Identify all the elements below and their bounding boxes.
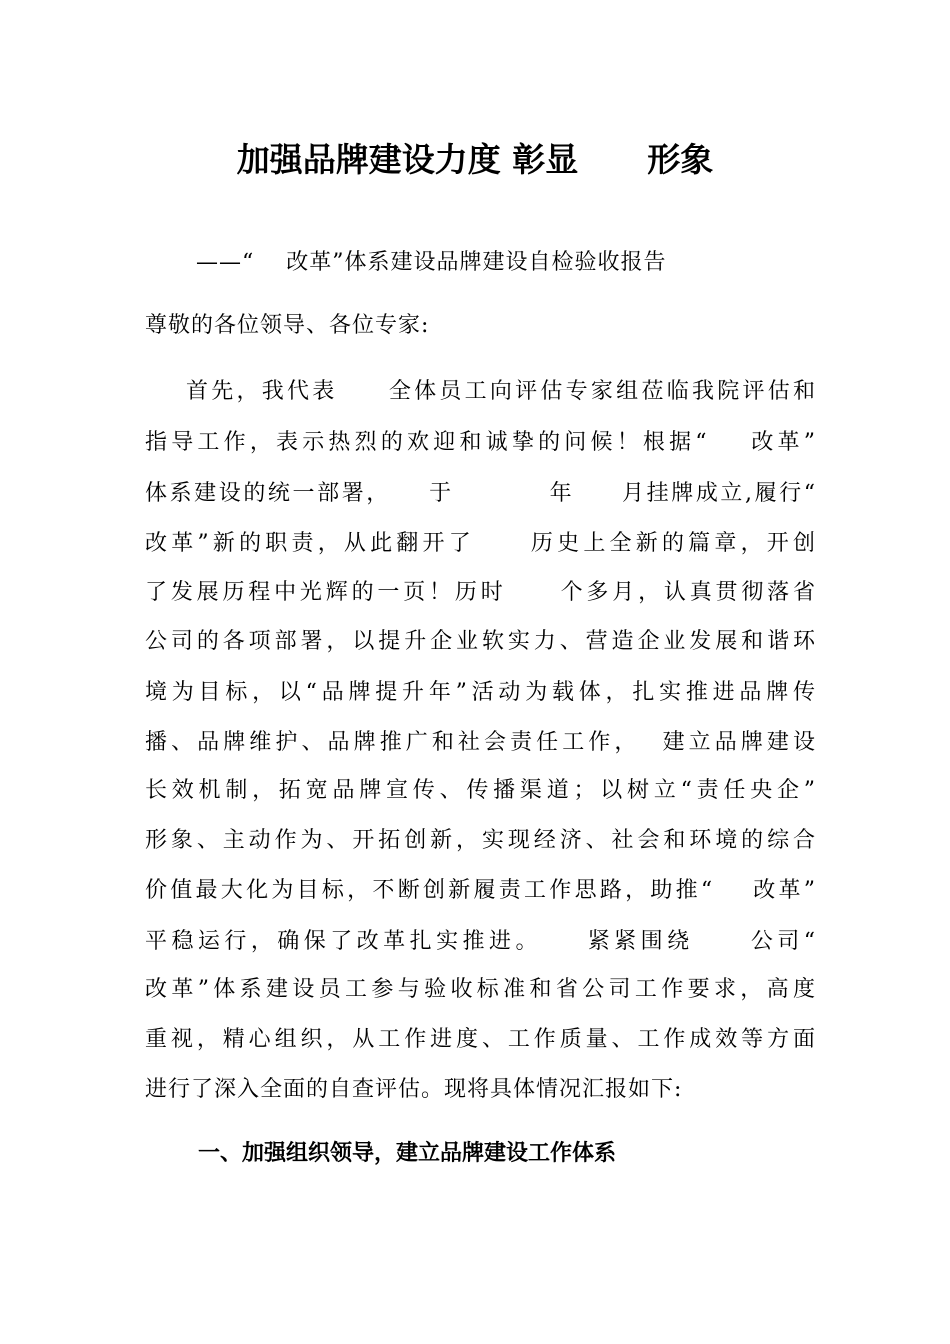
- section-heading: 一、加强组织领导，建立品牌建设工作体系: [198, 1141, 617, 1166]
- body-line: 形象、主动作为、开拓创新，实现经济、社会和环境的综合: [145, 828, 815, 853]
- body-line: 长效机制，拓宽品牌宣传、传播渠道；以树立“责任央企”: [145, 778, 815, 803]
- body-line: 境为目标，以“品牌提升年”活动为载体，扎实推进品牌传: [145, 680, 815, 705]
- document-subtitle: ——“ 改革”体系建设品牌建设自检验收报告: [196, 250, 667, 275]
- body-line: 改革”体系建设员工参与验收标准和省公司工作要求，高度: [145, 977, 815, 1002]
- body-line: 播、品牌维护、品牌推广和社会责任工作， 建立品牌建设: [145, 730, 815, 755]
- body-line: 指导工作，表示热烈的欢迎和诚挚的问候！根据“ 改革”: [145, 430, 815, 455]
- body-line: 进行了深入全面的自查评估。现将具体情况汇报如下:: [145, 1077, 683, 1102]
- body-line: 重视，精心组织，从工作进度、工作质量、工作成效等方面: [145, 1027, 815, 1052]
- body-line: 公司的各项部署，以提升企业软实力、营造企业发展和谐环: [145, 629, 815, 654]
- body-line: 首先，我代表 全体员工向评估专家组莅临我院评估和: [145, 379, 815, 404]
- salutation: 尊敬的各位领导、各位专家:: [145, 313, 430, 338]
- body-line: 价值最大化为目标，不断创新履责工作思路，助推“ 改革”: [145, 878, 815, 903]
- document-title: 加强品牌建设力度 彰显 形象: [236, 140, 714, 179]
- body-line: 了发展历程中光辉的一页！历时 个多月，认真贯彻落省: [145, 580, 815, 605]
- body-line: 改革”新的职责，从此翻开了 历史上全新的篇章，开创: [145, 531, 815, 556]
- body-line: 平稳运行，确保了改革扎实推进。 紧紧围绕 公司“: [145, 929, 815, 954]
- body-line: 体系建设的统一部署， 于 年 月挂牌成立,履行“: [145, 481, 815, 506]
